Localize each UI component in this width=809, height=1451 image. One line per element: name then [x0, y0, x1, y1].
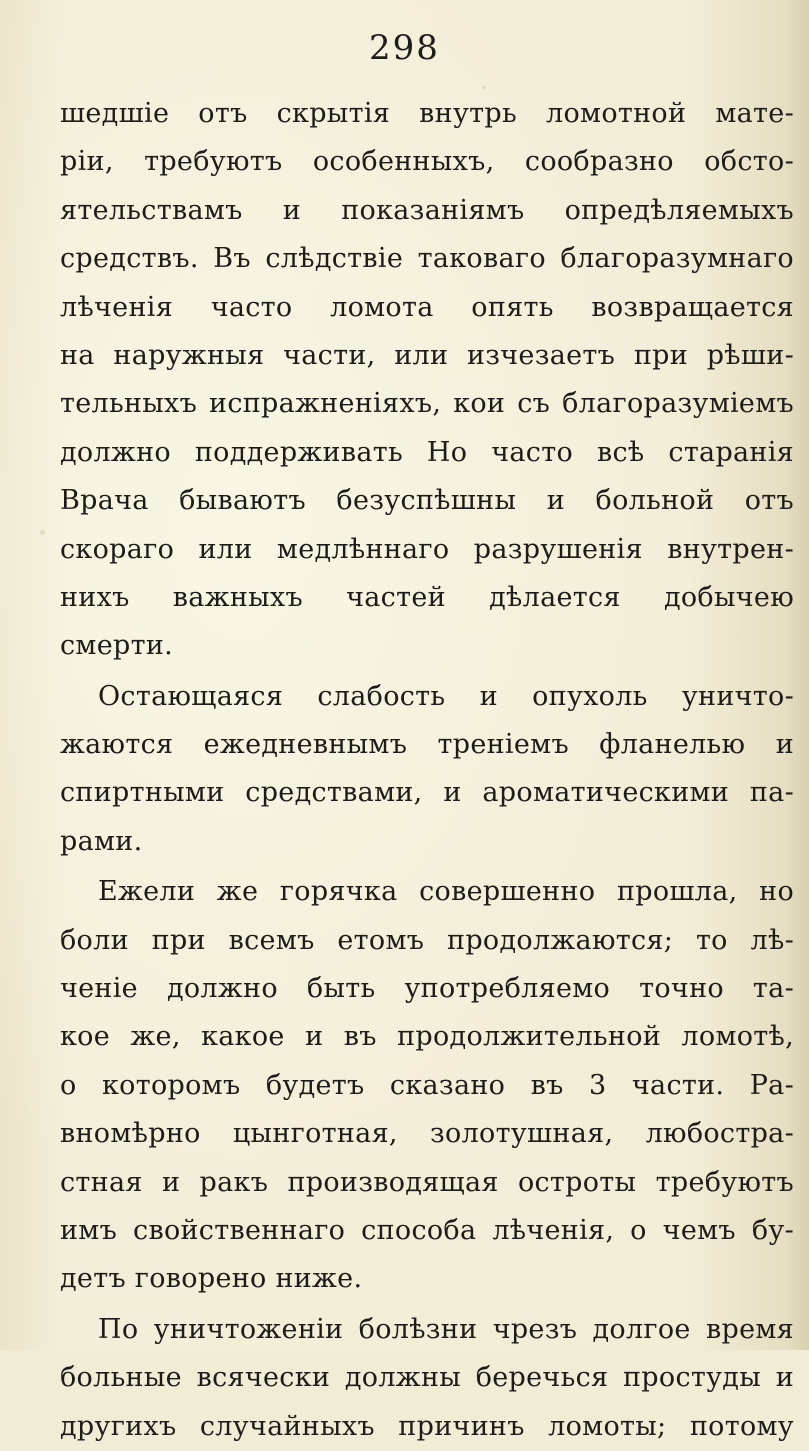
text-line: должно поддерживать Но часто всѣ старанія [60, 436, 794, 468]
text-line: тельныхъ испражненіяхъ, кои съ благоразуміемъ [60, 388, 794, 420]
paragraph [60, 673, 794, 867]
text-line: спиртными средствами, и ароматическими па- [60, 777, 794, 809]
page-number: 298 [369, 28, 440, 68]
text-line: ченіе должно быть употребляемо точно та- [60, 973, 794, 1005]
text-line: нихъ важныхъ частей дѣлается добычею [60, 581, 794, 613]
text-line: жаются ежедневнымъ треніемъ фланелью и [60, 729, 794, 761]
paragraph [60, 1306, 794, 1451]
text-line: рами. [60, 825, 143, 857]
paragraph [60, 90, 794, 671]
text-line: ятельствамъ и показаніямъ опредѣляемыхъ [60, 194, 794, 226]
text-line: средствъ. Въ слѣдствіе таковаго благоразумнаго [60, 243, 794, 275]
text-line: другихъ случайныхъ причинъ ломоты; потому [60, 1410, 794, 1442]
paper-spot [40, 530, 45, 535]
text-line: больные всячески должны беречься простуды и [60, 1362, 794, 1394]
text-line: на наружныя части, или изчезаетъ при рѣши- [60, 339, 794, 371]
text-line: о которомъ будетъ сказано въ 3 части. Ра- [60, 1069, 794, 1101]
text-line: По уничтоженіи болѣзни чрезъ долгое время [98, 1313, 794, 1345]
text-line: детъ говорено ниже. [60, 1263, 363, 1295]
text-line: Врача бываютъ безуспѣшны и больной отъ [60, 485, 794, 517]
text-line: боли при всемъ етомъ продолжаются; то лѣ- [60, 924, 794, 956]
text-line: кое же, какое и въ продолжительной ломотѣ, [60, 1021, 794, 1053]
text-line: стная и ракъ производящая остроты требуютъ [60, 1166, 794, 1198]
text-line: шедшіе отъ скрытія внутрь ломотной мате- [60, 98, 794, 129]
text-line: скораго или медлѣннаго разрушенія внутрен- [60, 533, 794, 565]
text-line: лѣченія часто ломота опять возвращается [60, 291, 794, 323]
text-line: Ежели же горячка совершенно прошла, но [98, 876, 794, 908]
text-line: смерти. [60, 630, 174, 662]
text-line: ріи, требуютъ особенныхъ, сообразно обсто- [60, 146, 794, 178]
text-line: вномѣрно цынготная, золотушная, любостра- [60, 1118, 794, 1150]
text-line: Остающаяся слабость и опухоль уничто- [98, 680, 794, 712]
paper-spot [482, 86, 486, 89]
paragraph [60, 868, 794, 1304]
body-text [60, 90, 794, 1451]
text-line: имъ свойственнаго способа лѣченія, о чемъ бу- [60, 1214, 794, 1246]
